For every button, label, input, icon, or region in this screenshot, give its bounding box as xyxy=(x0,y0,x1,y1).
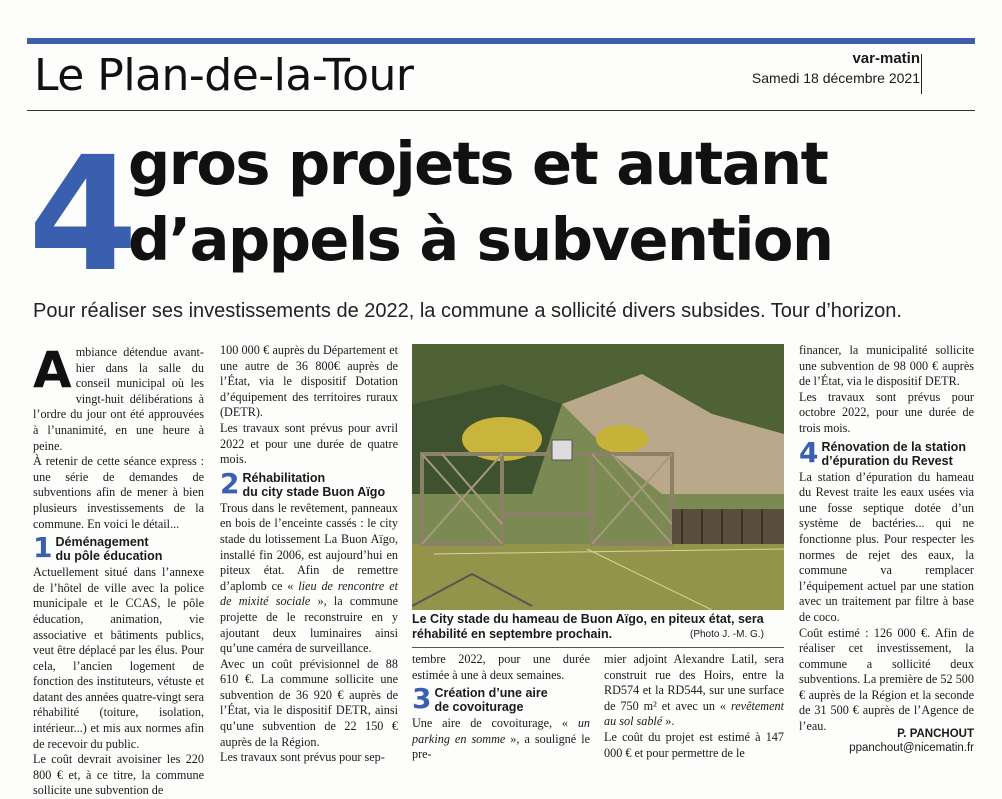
masthead xyxy=(752,50,920,88)
caption-rule xyxy=(412,647,784,648)
intro-paragraph: Ambiance détendue avant-hier dans la salle du conseil municipal où les vingt-huit délibérations à l’ordre du jour ont été approuvées à l’unanimité, en une heure à peine. xyxy=(33,341,204,453)
paragraph: Les travaux sont prévus pour avril 2022 et pour une durée de quatre mois. xyxy=(220,420,398,467)
headline-number: 4 xyxy=(28,123,134,307)
photo-credit: (Photo J. -M. G.) xyxy=(690,629,764,640)
standfirst: Pour réaliser ses investissements de 2022, la commune a sollicité divers subsides. Tour d’horizon. xyxy=(33,300,902,322)
section-title: Le Plan-de-la-Tour xyxy=(34,50,414,101)
paragraph: La station d’épuration du hameau du Revest traite les eaux usées via une fosse septique dotée d’un système de bactéries... qui ne fonctionne plus. Pour respecter les normes de rejet des eaux, la commune va remplacer l’équipement actuel par une station avec un traitement par filtre à base de coco. xyxy=(799,469,974,624)
paragraph: À retenir de cette séance express : une série de demandes de subventions afin de mener à bien plusieurs investissements de la commune. En voici le détail... xyxy=(33,454,204,531)
paper-name: var-matin xyxy=(852,50,920,67)
headline xyxy=(128,126,988,278)
paragraph: Trous dans le revêtement, panneaux en bois de l’enceinte cassés : le city stade du lotissement La Buon Aïgo, installé fin 2006, est aujourd’hui en piteux état. Afin de remettre d’aplomb ce « lieu de rencontre et de mixité sociale », la commune projette de le reconstruire en y ajoutant deux luminaires ainsi qu’une caméra de surveillance. xyxy=(220,500,398,656)
paragraph: Une aire de covoiturage, « un parking en somme », a souligné le pre- xyxy=(412,716,590,762)
top-rule xyxy=(27,38,975,44)
paragraph: tembre 2022, pour une durée estimée à une à deux semaines. xyxy=(412,652,590,682)
header-divider xyxy=(921,54,922,94)
subhead-number: 1 xyxy=(33,531,53,565)
paragraph: Actuellement situé dans l’annexe de l’hôtel de ville avec la police municipale et le CCAS, le pôle éducation, animation, vie associative et bâtiments publics, veut être déplacé par les élus. Pour cela, l’ancien logement de fonction des instituteurs, vétuste et datant des années quatre-vingt sera réhabilité (toiture, isolation, intérieur...) et mis aux normes afin de recevoir du public. xyxy=(33,565,204,751)
paragraph: mier adjoint Alexandre Latil, sera construit rue des Hoirs, entre la RD574 et la RD544, sur une surface de 750 m² et avec un « revêtement au sol sablé ». xyxy=(604,652,784,729)
subhead-number: 2 xyxy=(220,466,240,500)
article-column-3 xyxy=(412,652,590,763)
city-stade-photo xyxy=(412,344,784,610)
headline-line-2: d’appels à subvention xyxy=(128,205,833,274)
article-column-4 xyxy=(604,652,784,761)
header-rule xyxy=(27,110,975,111)
subhead-1: 1 Déménagement du pôle éducation xyxy=(33,531,163,565)
subhead-number: 3 xyxy=(412,682,432,716)
paragraph: Les travaux sont prévus pour sep- xyxy=(220,750,385,765)
paragraph: Le coût devrait avoisiner les 220 800 € et, à ce titre, la commune sollicite une subvention de xyxy=(33,752,204,798)
paragraph: Le coût du projet est estimé à 147 000 € et pour permettre de le xyxy=(604,729,784,760)
paragraph: financer, la municipalité sollicite une subvention de 98 000 € auprès de l’État, via le dispositif DETR. xyxy=(799,343,974,389)
paragraph: Les travaux sont prévus pour octobre 2022, pour une durée de trois mois. xyxy=(799,389,974,435)
article-column-2 xyxy=(220,343,398,766)
photo-illustration xyxy=(412,344,784,610)
article-column-5 xyxy=(799,343,974,735)
byline xyxy=(849,727,974,755)
subhead-4: 4 Rénovation de la station d’épuration du Revest xyxy=(799,435,966,469)
paragraph: Coût estimé : 126 000 €. Afin de réaliser cet investissement, la commune a sollicité deux subventions. La première de 52 500 € auprès de la Région et la seconde de 31 500 € auprès de l’Agence de l’eau. xyxy=(799,625,974,734)
paragraph: 100 000 € auprès du Département et une autre de 36 800€ auprès de l’État, via le dispositif Dotation d’équipement des territoires ruraux (DETR). xyxy=(220,343,398,420)
author-email[interactable]: ppanchout@nicematin.fr xyxy=(849,742,974,754)
subhead-3: 3 Création d’une aire de covoiturage xyxy=(412,682,548,716)
headline-line-1: gros projets et autant xyxy=(128,129,828,198)
issue-date: Samedi 18 décembre 2021 xyxy=(751,70,920,86)
paragraph: Avec un coût prévisionnel de 88 610 €. La commune sollicite une subvention de 36 920 € auprès de l’État, via le dispositif DETR, ainsi qu’une subvention de 22 150 € auprès de la Région. xyxy=(220,656,398,749)
article-column-1 xyxy=(33,341,204,799)
photo-caption: Le City stade du hameau de Buon Aïgo, en piteux état, sera réhabilité en septembre prochain. xyxy=(412,612,764,641)
subhead-number: 4 xyxy=(799,435,819,469)
subhead-2: 2 Réhabilitation du city stade Buon Aïgo xyxy=(220,466,386,500)
author-name: P. PANCHOUT xyxy=(897,728,974,740)
dropcap: A xyxy=(33,341,72,399)
